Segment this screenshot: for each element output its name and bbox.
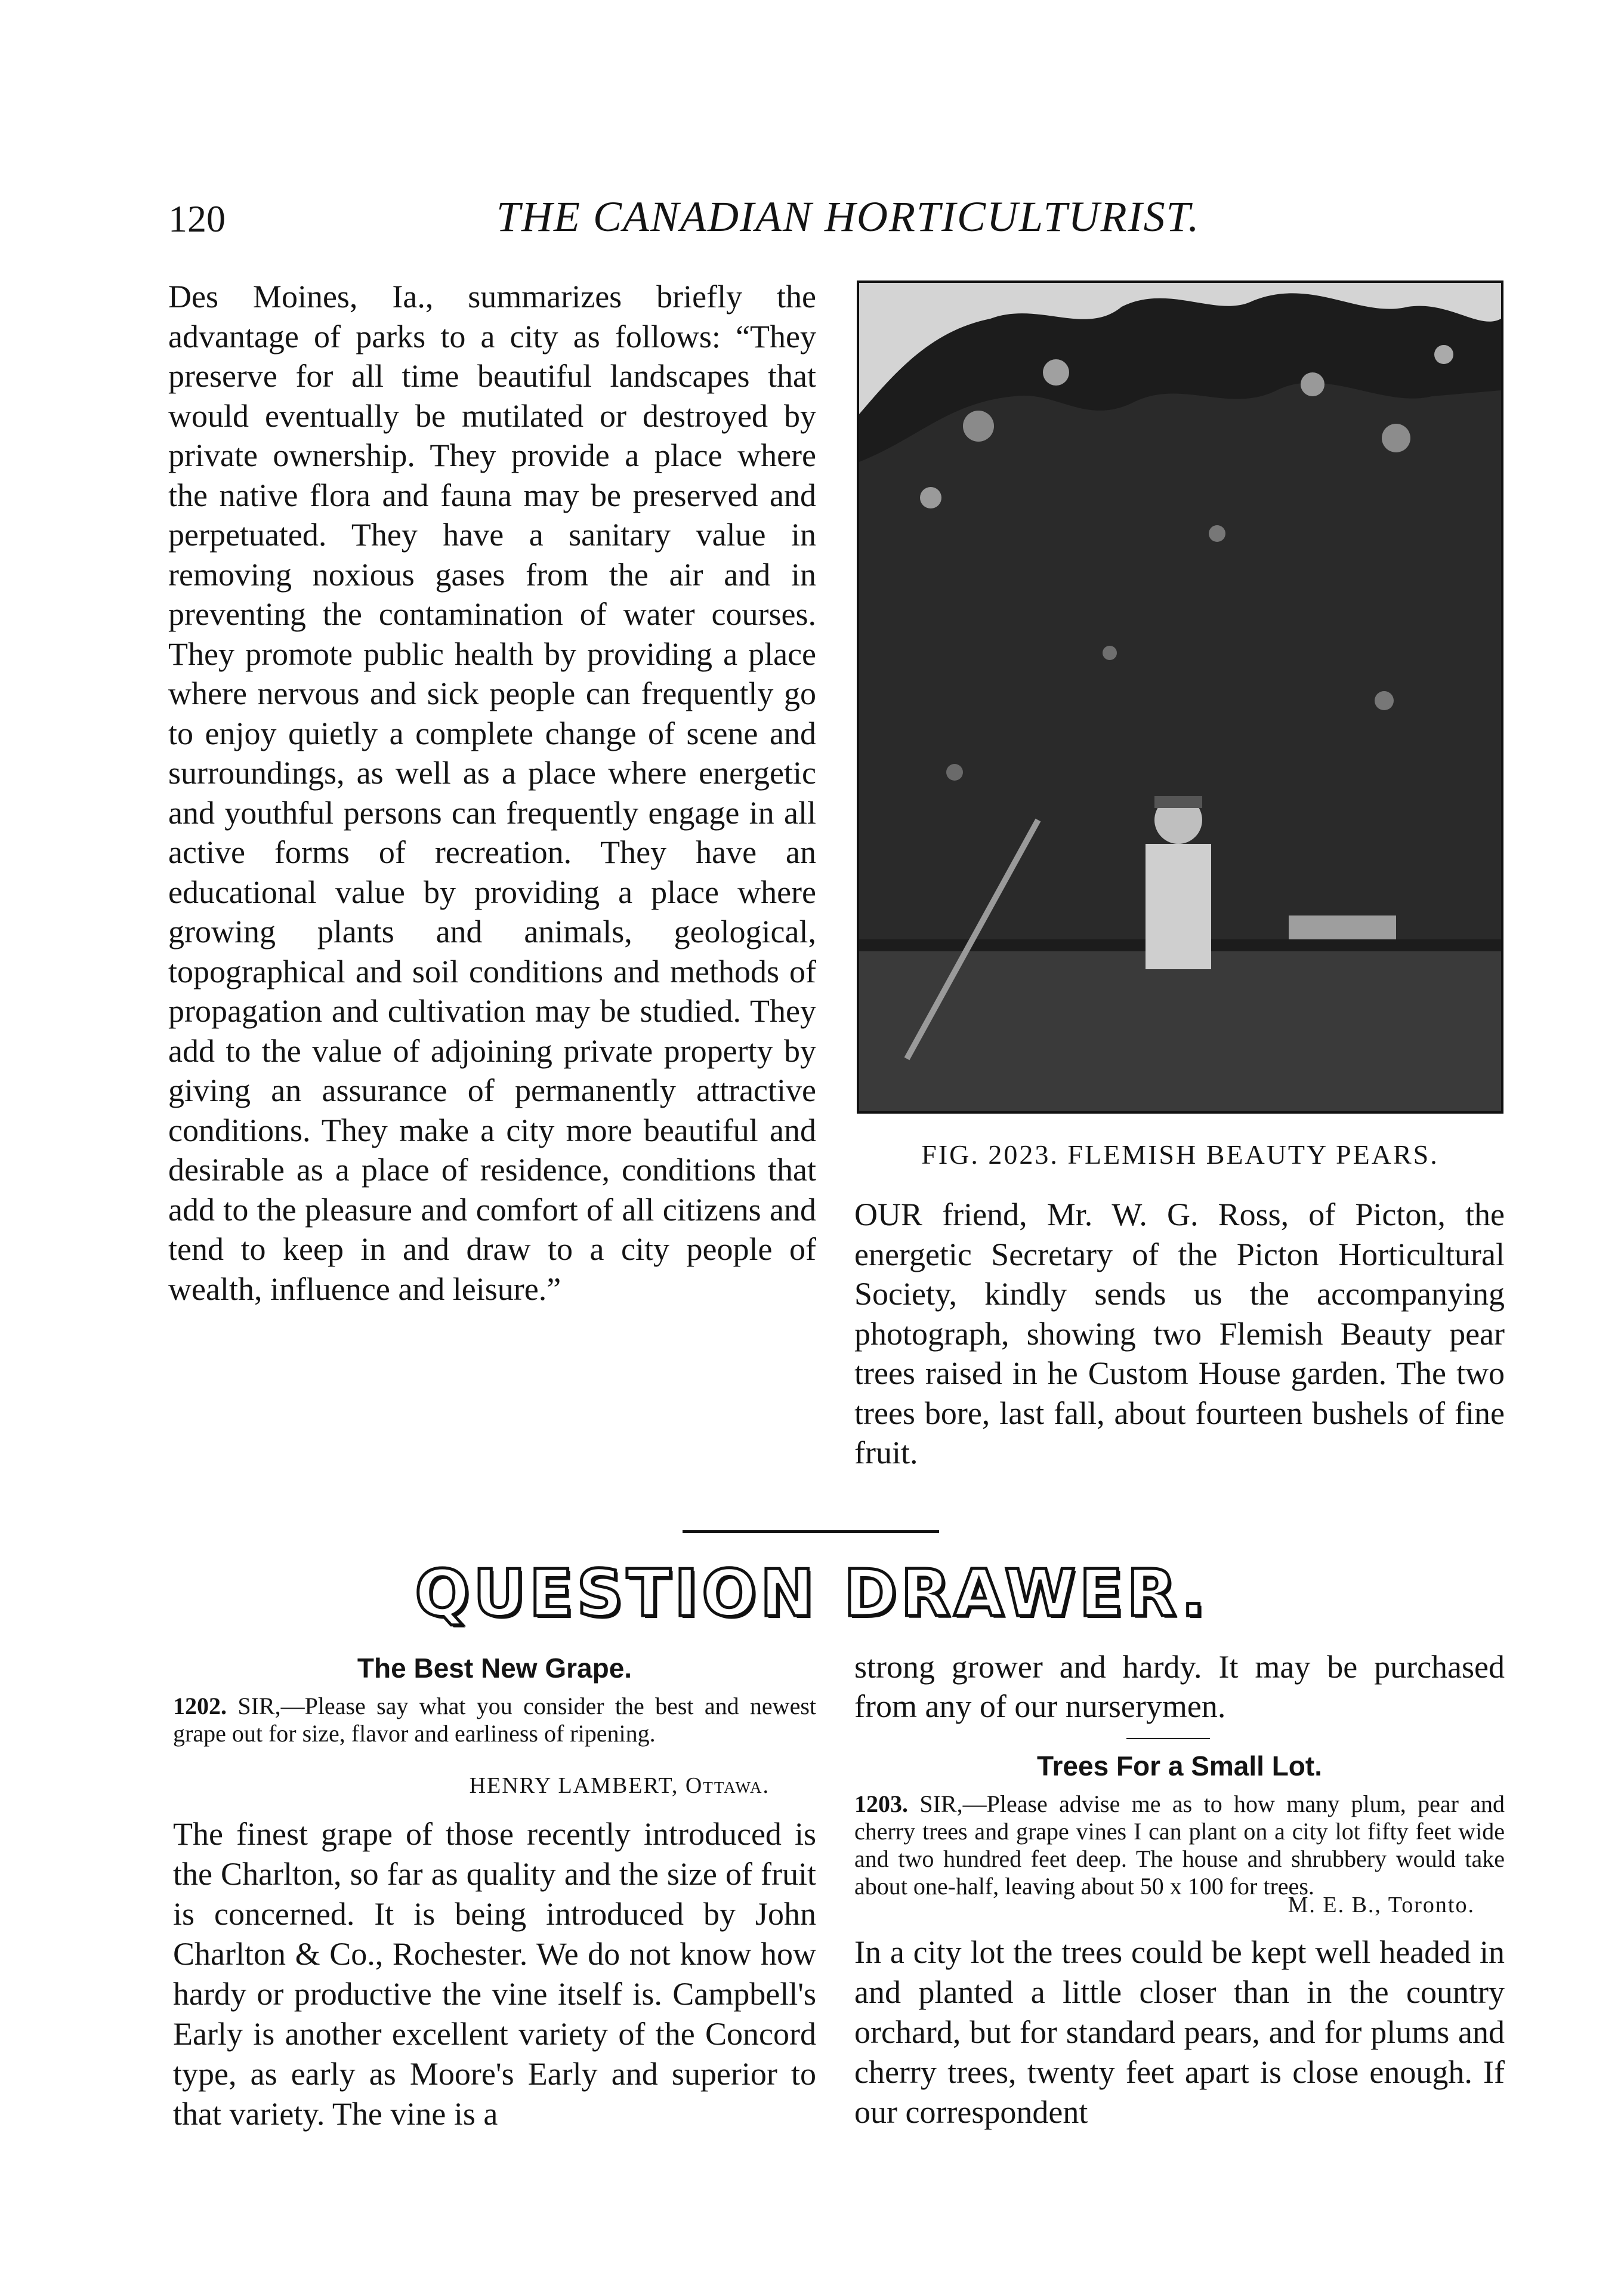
running-head bbox=[168, 179, 1511, 245]
right-column bbox=[854, 1195, 1505, 1473]
question-1203-number: 1203. bbox=[854, 1790, 908, 1817]
section-title: QUESTION DRAWER. bbox=[415, 1556, 1209, 1631]
journal-title: THE CANADIAN HORTICULTURIST. bbox=[496, 193, 1200, 241]
left-column bbox=[168, 277, 816, 1309]
parks-quote-paragraph: Des Moines, Ia., summarizes briefly the advantage of parks to a city as follows: “They preserve for all time beautiful landscapes that would eventually be mutilated or destroyed by private ownership. They provide a place where the native flora and fauna may be preserved and perpetuated. They have a sanitary value in removing noxious gases from the air and in preventing the contamination of water courses. They promote public health by providing a place where nervous and sick people can frequently go to enjoy quietly a complete change of scene and surroundings, as well as a place where energetic and youthful persons can frequently engage in all active forms of recreation. They have an educational value by providing a place where growing plants and animals, geological, topographical and soil conditions and methods of propagation and cultivation may be studied. They add to the value of adjoining private property by giving an assurance of permanently attractive conditions. They make a city more beautiful and desirable as a place of residence, conditions that add to the pleasure and comfort of all citizens and tend to keep in and draw to a city people of wealth, influence and leisure.” bbox=[168, 279, 816, 1307]
question-1203-answer: In a city lot the trees could be kept well headed in and planted a little closer than in the country orchard, but for standard pears, and for plums and cherry trees, twenty feet apart is close enough. If our correspondent bbox=[854, 1934, 1505, 2130]
question-1203-heading: Trees For a Small Lot. bbox=[1036, 1750, 1323, 1781]
question-1202-answer: The finest grape of those recently introduced is the Charlton, so far as quality and the size of fruit is concerned. It is being introduced by John Charlton & Co., Rochester. We do not know how hardy or productive the vine itself is. Campbell's Early is another excellent variety of the Concord type, as early as Moore's Early and superior to that variety. The vine is a bbox=[173, 1816, 816, 2132]
question-1202-answer-continued: strong grower and hardy. It may be purchased from any of our nurserymen. bbox=[854, 1649, 1505, 1724]
question-1202-signature: HENRY LAMBERT, Ottawa. bbox=[469, 1773, 770, 1798]
question-1203-text: SIR,—Please advise me as to how many plum, pear and cherry trees and grape vines I can plant on a city lot fifty feet wide and two hundred feet deep. The house and shrubbery would take about one-half, leaving about 50 x 100 for trees. bbox=[854, 1790, 1505, 1900]
section-rule bbox=[683, 1530, 939, 1533]
question-1202-letter bbox=[173, 1693, 816, 1747]
question-1202-heading: The Best New Grape. bbox=[357, 1653, 632, 1684]
page-number: 120 bbox=[168, 198, 226, 240]
question-1202-text: SIR,—Please say what you consider the best and newest grape out for size, flavor and earliness of ripening. bbox=[173, 1693, 817, 1747]
picton-paragraph: OUR friend, Mr. W. G. Ross, of Picton, the energetic Secretary of the Picton Horticultural Society, kindly sends us the accompanying photograph, showing two Flemish Beauty pear trees raised in he Custom House garden. The two trees bore, last fall, about fourteen bushels of fine fruit. bbox=[854, 1197, 1505, 1471]
question-1203-letter bbox=[854, 1790, 1505, 1900]
question-1202-number: 1202. bbox=[173, 1693, 227, 1719]
pear-trees-illustration bbox=[859, 283, 1501, 1111]
figure-caption: FIG. 2023. FLEMISH BEAUTY PEARS. bbox=[921, 1139, 1439, 1170]
divider bbox=[1126, 1738, 1210, 1739]
flemish-beauty-photo bbox=[857, 280, 1503, 1114]
question-1203-signature: M. E. B., Toronto. bbox=[1288, 1892, 1475, 1918]
